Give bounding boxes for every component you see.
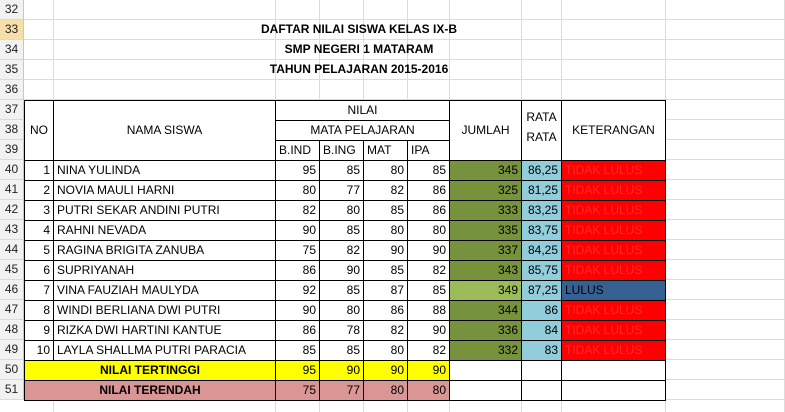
highest-jumlah-empty[interactable] xyxy=(449,360,522,381)
student-ket-cell[interactable]: TIDAK LULUS xyxy=(561,160,666,181)
student-bind-cell[interactable]: 92 xyxy=(275,280,320,301)
student-jumlah-cell[interactable]: 325 xyxy=(449,180,522,201)
student-ipa-cell[interactable]: 86 xyxy=(407,200,450,221)
student-jumlah-cell[interactable]: 332 xyxy=(449,340,522,361)
header-rata-rata[interactable] xyxy=(521,100,562,161)
row-header[interactable]: 40 xyxy=(0,160,24,180)
student-ket-cell[interactable]: TIDAK LULUS xyxy=(561,260,666,281)
student-bing-cell[interactable]: 85 xyxy=(319,280,364,301)
student-ket-cell[interactable]: TIDAK LULUS xyxy=(561,180,666,201)
row-header[interactable]: 41 xyxy=(0,180,24,200)
student-ipa-cell[interactable]: 90 xyxy=(407,320,450,341)
student-ipa-cell[interactable]: 85 xyxy=(407,160,450,181)
student-no-cell[interactable]: 9 xyxy=(24,320,54,341)
student-bind-cell[interactable]: 86 xyxy=(275,320,320,341)
student-jumlah-cell[interactable]: 335 xyxy=(449,220,522,241)
student-jumlah-cell[interactable]: 343 xyxy=(449,260,522,281)
student-ket-cell[interactable]: TIDAK LULUS xyxy=(561,340,666,361)
student-bing-cell[interactable]: 80 xyxy=(319,300,364,321)
row-header[interactable]: 51 xyxy=(0,380,24,400)
student-rata-cell[interactable]: 83,25 xyxy=(521,200,562,221)
student-ipa-cell[interactable]: 82 xyxy=(407,340,450,361)
student-rata-cell[interactable]: 87,25 xyxy=(521,280,562,301)
student-bind-cell[interactable]: 82 xyxy=(275,200,320,221)
student-ket-cell[interactable]: TIDAK LULUS xyxy=(561,240,666,261)
lowest-jumlah-empty[interactable] xyxy=(449,380,522,401)
row-header[interactable]: 32 xyxy=(0,0,24,20)
student-mat-cell[interactable]: 82 xyxy=(363,320,408,341)
header-no[interactable]: NO xyxy=(24,100,54,161)
student-ket-cell[interactable]: TIDAK LULUS xyxy=(561,320,666,341)
header-keterangan[interactable]: KETERANGAN xyxy=(561,100,666,161)
student-no-cell[interactable]: 6 xyxy=(24,260,54,281)
student-mat-cell[interactable]: 82 xyxy=(363,180,408,201)
student-name-cell[interactable]: LAYLA SHALLMA PUTRI PARACIA xyxy=(53,340,276,361)
lowest-rata-empty[interactable] xyxy=(521,380,562,401)
student-ipa-cell[interactable]: 88 xyxy=(407,300,450,321)
student-bind-cell[interactable]: 95 xyxy=(275,160,320,181)
student-mat-cell[interactable]: 87 xyxy=(363,280,408,301)
student-name-cell[interactable]: NINA YULINDA xyxy=(53,160,276,181)
header-jumlah[interactable]: JUMLAH xyxy=(449,100,522,161)
row-header[interactable]: 44 xyxy=(0,240,24,260)
student-no-cell[interactable]: 4 xyxy=(24,220,54,241)
header-subject-bind[interactable]: B.IND xyxy=(275,140,320,161)
lowest-bing[interactable]: 77 xyxy=(319,380,364,401)
row-header[interactable]: 35 xyxy=(0,60,24,80)
student-no-cell[interactable]: 2 xyxy=(24,180,54,201)
student-bing-cell[interactable]: 82 xyxy=(319,240,364,261)
student-name-cell[interactable]: RIZKA DWI HARTINI KANTUE xyxy=(53,320,276,341)
row-header[interactable]: 38 xyxy=(0,120,24,140)
student-rata-cell[interactable]: 84 xyxy=(521,320,562,341)
student-bing-cell[interactable]: 85 xyxy=(319,220,364,241)
student-rata-cell[interactable]: 83,75 xyxy=(521,220,562,241)
lowest-label[interactable]: NILAI TERENDAH xyxy=(24,380,276,401)
header-nilai[interactable]: NILAI xyxy=(275,100,450,121)
row-header[interactable]: 47 xyxy=(0,300,24,320)
student-name-cell[interactable]: VINA FAUZIAH MAULYDA xyxy=(53,280,276,301)
student-bing-cell[interactable]: 77 xyxy=(319,180,364,201)
row-header[interactable]: 34 xyxy=(0,40,24,60)
student-bing-cell[interactable]: 90 xyxy=(319,260,364,281)
student-mat-cell[interactable]: 80 xyxy=(363,340,408,361)
header-subject-ipa[interactable]: IPA xyxy=(407,140,450,161)
student-ipa-cell[interactable]: 86 xyxy=(407,180,450,201)
student-jumlah-cell[interactable]: 344 xyxy=(449,300,522,321)
student-no-cell[interactable]: 10 xyxy=(24,340,54,361)
title-line-1[interactable]: DAFTAR NILAI SISWA KELAS IX-B xyxy=(261,22,457,36)
lowest-ipa[interactable]: 80 xyxy=(407,380,450,401)
header-nama-siswa[interactable]: NAMA SISWA xyxy=(53,100,276,161)
student-no-cell[interactable]: 1 xyxy=(24,160,54,181)
lowest-ket-empty[interactable] xyxy=(561,380,666,401)
highest-label[interactable]: NILAI TERTINGGI xyxy=(24,360,276,381)
student-ipa-cell[interactable]: 80 xyxy=(407,220,450,241)
highest-bind[interactable]: 95 xyxy=(275,360,320,381)
header-rata-line-2: RATA xyxy=(526,130,557,144)
student-bind-cell[interactable]: 90 xyxy=(275,220,320,241)
row-header[interactable]: 33 xyxy=(0,20,24,40)
title-line-3[interactable]: TAHUN PELAJARAN 2015-2016 xyxy=(269,62,449,76)
student-bing-cell[interactable]: 85 xyxy=(319,160,364,181)
student-mat-cell[interactable]: 85 xyxy=(363,200,408,221)
row-header[interactable]: 42 xyxy=(0,200,24,220)
student-rata-cell[interactable]: 83 xyxy=(521,340,562,361)
student-rata-cell[interactable]: 81,25 xyxy=(521,180,562,201)
student-jumlah-cell[interactable]: 349 xyxy=(449,280,522,301)
row-header[interactable]: 39 xyxy=(0,140,24,160)
student-jumlah-cell[interactable]: 345 xyxy=(449,160,522,181)
student-mat-cell[interactable]: 90 xyxy=(363,240,408,261)
student-no-cell[interactable]: 8 xyxy=(24,300,54,321)
student-ipa-cell[interactable]: 82 xyxy=(407,260,450,281)
header-mata-pelajaran[interactable]: MATA PELAJARAN xyxy=(275,120,450,141)
student-ket-cell[interactable]: LULUS xyxy=(561,280,666,301)
student-rata-cell[interactable]: 85,75 xyxy=(521,260,562,281)
student-name-cell[interactable]: SUPRIYANAH xyxy=(53,260,276,281)
row-header[interactable]: 46 xyxy=(0,280,24,300)
student-jumlah-cell[interactable]: 337 xyxy=(449,240,522,261)
student-bing-cell[interactable]: 85 xyxy=(319,340,364,361)
student-rata-cell[interactable]: 86,25 xyxy=(521,160,562,181)
title-line-2[interactable]: SMP NEGERI 1 MATARAM xyxy=(284,42,434,56)
student-ipa-cell[interactable]: 90 xyxy=(407,240,450,261)
student-name-cell[interactable]: PUTRI SEKAR ANDINI PUTRI xyxy=(53,200,276,221)
highest-mat[interactable]: 90 xyxy=(363,360,408,381)
row-header[interactable]: 48 xyxy=(0,320,24,340)
highest-ipa[interactable]: 90 xyxy=(407,360,450,381)
student-ipa-cell[interactable]: 85 xyxy=(407,280,450,301)
student-mat-cell[interactable]: 80 xyxy=(363,160,408,181)
header-rata-line-1: RATA xyxy=(526,110,557,124)
student-bind-cell[interactable]: 75 xyxy=(275,240,320,261)
highest-ket-empty[interactable] xyxy=(561,360,666,381)
student-name-cell[interactable]: RAGINA BRIGITA ZANUBA xyxy=(53,240,276,261)
student-jumlah-cell[interactable]: 333 xyxy=(449,200,522,221)
student-mat-cell[interactable]: 80 xyxy=(363,220,408,241)
student-rata-cell[interactable]: 86 xyxy=(521,300,562,321)
student-bing-cell[interactable]: 78 xyxy=(319,320,364,341)
highest-bing[interactable]: 90 xyxy=(319,360,364,381)
row-header[interactable]: 45 xyxy=(0,260,24,280)
row-header[interactable]: 43 xyxy=(0,220,24,240)
student-ket-cell[interactable]: TIDAK LULUS xyxy=(561,220,666,241)
header-subject-bing[interactable]: B.ING xyxy=(319,140,364,161)
row-header[interactable]: 49 xyxy=(0,340,24,360)
student-bind-cell[interactable]: 90 xyxy=(275,300,320,321)
header-subject-mat[interactable]: MAT xyxy=(363,140,408,161)
student-mat-cell[interactable]: 85 xyxy=(363,260,408,281)
student-name-cell[interactable]: WINDI BERLIANA DWI PUTRI xyxy=(53,300,276,321)
student-no-cell[interactable]: 3 xyxy=(24,200,54,221)
student-ket-cell[interactable]: TIDAK LULUS xyxy=(561,200,666,221)
lowest-bind[interactable]: 75 xyxy=(275,380,320,401)
student-bind-cell[interactable]: 85 xyxy=(275,340,320,361)
student-no-cell[interactable]: 7 xyxy=(24,280,54,301)
row-header[interactable]: 50 xyxy=(0,360,24,380)
student-no-cell[interactable]: 5 xyxy=(24,240,54,261)
lowest-mat[interactable]: 80 xyxy=(363,380,408,401)
student-name-cell[interactable]: RAHNI NEVADA xyxy=(53,220,276,241)
student-ket-cell[interactable]: TIDAK LULUS xyxy=(561,300,666,321)
highest-rata-empty[interactable] xyxy=(521,360,562,381)
student-jumlah-cell[interactable]: 336 xyxy=(449,320,522,341)
row-header[interactable]: 36 xyxy=(0,80,24,100)
student-rata-cell[interactable]: 84,25 xyxy=(521,240,562,261)
row-header[interactable]: 37 xyxy=(0,100,24,120)
student-bind-cell[interactable]: 80 xyxy=(275,180,320,201)
student-name-cell[interactable]: NOVIA MAULI HARNI xyxy=(53,180,276,201)
student-bind-cell[interactable]: 86 xyxy=(275,260,320,281)
student-mat-cell[interactable]: 86 xyxy=(363,300,408,321)
student-bing-cell[interactable]: 80 xyxy=(319,200,364,221)
